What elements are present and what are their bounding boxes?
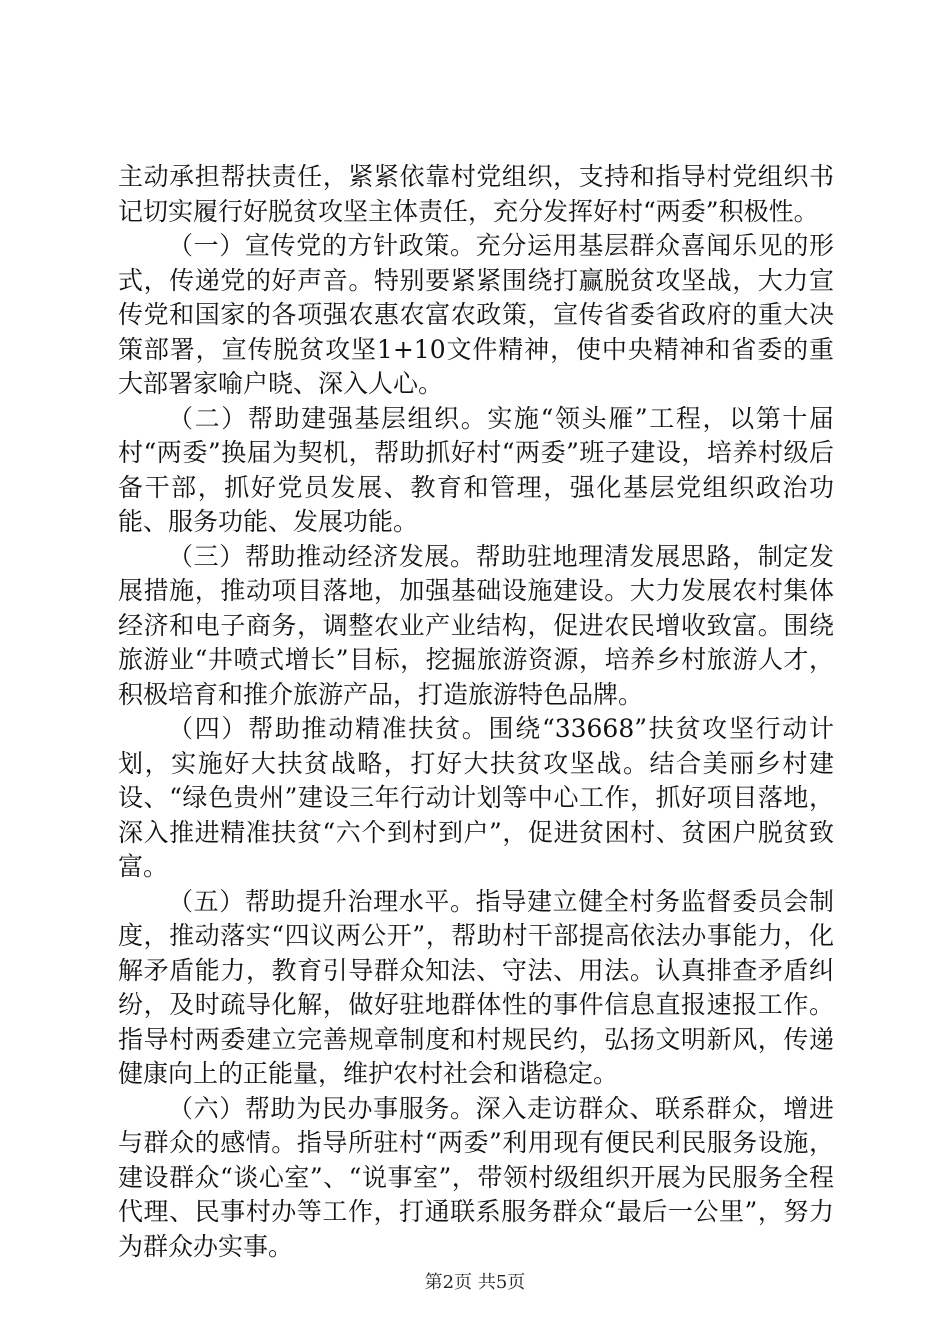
paragraph-section-2: （二）帮助建强基层组织。实施“领头雁”工程，以第十届村“两委”换届为契机，帮助抓好村“两委”班子建设，培养村级后备干部，抓好党员发展、教育和管理，强化基层党组织政治功能、服务功能、发展功能。	[118, 403, 834, 536]
paragraph-section-5: （五）帮助提升治理水平。指导建立健全村务监督委员会制度，推动落实“四议两公开”，帮助村干部提高依法办事能力，化解矛盾能力，教育引导群众知法、守法、用法。认真排查矛盾纠纷，及时疏导化解，做好驻地群体性的事件信息直报速报工作。指导村两委建立完善规章制度和村规民约，弘扬文明新风，传递健康向上的正能量，维护农村社会和谐稳定。	[118, 886, 834, 1088]
paragraph-section-1: （一）宣传党的方针政策。充分运用基层群众喜闻乐见的形式，传递党的好声音。特别要紧紧围绕打赢脱贫攻坚战，大力宣传党和国家的各项强农惠农富农政策，宣传省委省政府的重大决策部署，宣传脱贫攻坚1+10文件精神，使中央精神和省委的重大部署家喻户晓、深入人心。	[118, 231, 834, 398]
paragraph-section-4: （四）帮助推动精准扶贫。围绕“33668”扶贫攻坚行动计划，实施好大扶贫战略，打好大扶贫攻坚战。结合美丽乡村建设、“绿色贵州”建设三年行动计划等中心工作，抓好项目落地，深入推进精准扶贫“六个到村到户”，促进贫困村、贫困户脱贫致富。	[118, 714, 834, 881]
page-number-footer: 第2页 共5页	[424, 1272, 526, 1293]
paragraph-continuation: 主动承担帮扶责任，紧紧依靠村党组织，支持和指导村党组织书记切实履行好脱贫攻坚主体责任，充分发挥好村“两委”积极性。	[118, 162, 834, 226]
paragraph-section-3: （三）帮助推动经济发展。帮助驻地理清发展思路，制定发展措施，推动项目落地，加强基础设施建设。大力发展农村集体经济和电子商务，调整农业产业结构，促进农民增收致富。围绕旅游业“井喷式增长”目标，挖掘旅游资源，培养乡村旅游人才，积极培育和推介旅游产品，打造旅游特色品牌。	[118, 541, 834, 709]
document-body	[118, 160, 834, 1264]
paragraph-section-6: （六）帮助为民办事服务。深入走访群众、联系群众，增进与群众的感情。指导所驻村“两委”利用现有便民利民服务设施，建设群众“谈心室”、“说事室”，带领村级组织开展为民服务全程代理、民事村办等工作，打通联系服务群众“最后一公里”，努力为群众办实事。	[118, 1093, 834, 1261]
